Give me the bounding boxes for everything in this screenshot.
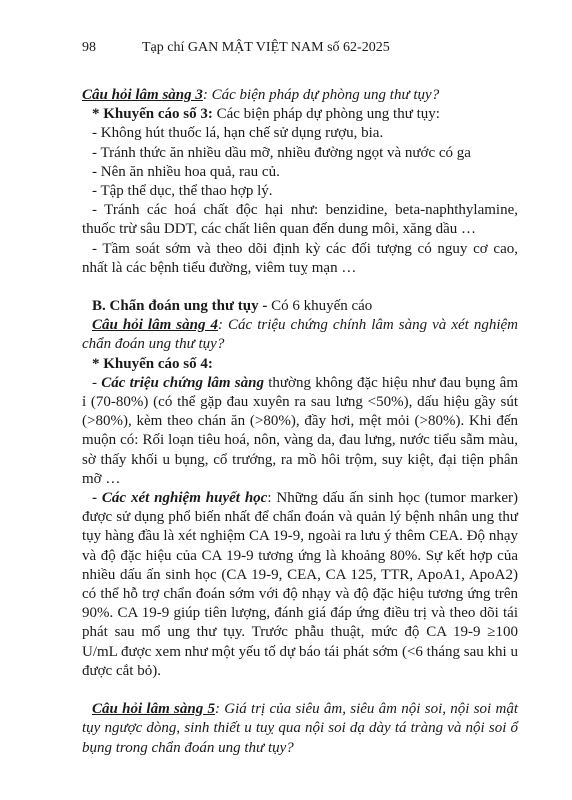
paragraph-lead: Các xét nghiệm huyết học [101,490,268,507]
recommendation-3-heading [82,105,518,124]
paragraph-lead: Các triệu chứng lâm sàng [101,374,264,391]
section-title: B. Chẩn đoán ung thư tụy - [92,298,272,315]
page-header [82,40,532,60]
journal-title: Tạp chí GAN MẬT VIỆT NAM số 62-2025 [142,40,390,55]
page-number: 98 [82,40,96,55]
section-b-heading [82,297,518,316]
clinical-question-3 [82,86,518,105]
list-item: - Không hút thuốc lá, hạn chế sử dụng rượu, bia. [92,125,384,142]
section-subtitle: Có 6 khuyến cáo [271,298,373,315]
list-item: - Tập thể dục, thể thao hợp lý. [92,183,273,200]
question-label: Câu hỏi lâm sàng 4 [92,317,218,334]
list-item: - Tránh thức ăn nhiều dầu mỡ, nhiều đường ngọt và nước có ga [92,144,471,161]
paragraph-text: thường không đặc hiệu như đau bụng âm ỉ (70-80%) (có thể gặp đau xuyên ra sau lưng <50%), dấu hiệu gầy sút (>80%), kèm theo chán ăn (>80%), đầy hơi, mệt mỏi (>80%). Khi đến muộn có: Rối loạn tiêu hoá, nôn, vàng da, đau lưng, nước tiểu sẫm màu, sờ thấy khối u bụng, cổ trướng, ra mồ hôi trộm, suy kiệt, đại tiện phân mỡ … [82,374,518,487]
question-label: Câu hỏi lâm sàng 3 [82,87,203,103]
question-text: : Giá trị của siêu âm, siêu âm nội soi, nội soi mật tụy ngược dòng, sinh thiết u tuỵ qua nội soi dạ dày tá tràng và nội soi ổ bụng trong chẩn đoán ung thư tụy? [82,701,518,756]
list-item: - Tránh các hoá chất độc hại như: benzidine, beta-naphthylamine, thuốc trừ sâu DDT, các chất liên quan đến dung môi, xăng dầu … [82,202,518,238]
recommendation-label: * Khuyến cáo số 3: [92,106,213,123]
clinical-question-4 [82,316,518,354]
recommendation-4-paragraph-1: - Các triệu chứng lâm sàng thường không đặc hiệu như đau bụng âm ỉ (70-80%) (có thể gặp đau xuyên ra sau lưng <50%), dấu hiệu gầy sút (>80%), kèm theo chán ăn (>80%), đầy hơi, mệt mỏi (>80%). Khi đến muộn có: Rối loạn tiêu hoá, nôn, vàng da, đau lưng, nước tiểu sẫm màu, sờ thấy khối u bụng, cổ trướng, ra mồ hôi trộm, suy kiệt, đại tiện phân mỡ … [82,374,518,487]
question-label: Câu hỏi lâm sàng 5 [92,701,215,718]
question-text: : Các triệu chứng chính lâm sàng và xét nghiệm chẩn đoán ung thư tụy? [82,317,518,353]
recommendation-intro: Các biện pháp dự phòng ung thư tụy: [212,106,440,123]
recommendation-4-paragraph-2: - Các xét nghiệm huyết học: Những dấu ấn sinh học (tumor marker) được sử dụng phổ biến nhất để chẩn đoán và quản lý bệnh nhân ung thư tụy hàng đầu là xét nghiệm CA 19-9, ngoài ra lưu ý thêm CEA. Độ nhạy và độ đặc hiệu của CA 19-9 tương ứng là khoảng 80%. Sự kết hợp của nhiều dấu ấn sinh học (CA 19-9, CEA, CA 125, TTR, ApoA1, ApoA2) có thể hỗ trợ chẩn đoán sớm với độ nhạy và độ đặc hiệu tương ứng trên 90%. CA 19-9 giúp tiên lượng, đánh giá đáp ứng điều trị và theo dõi tái phát sau mổ ung thư tụy. Trước phẫu thuật, mức độ CA 19-9 ≥100 U/mL được xem như một yếu tố dự báo tái phát sớm (<6 tháng sau khi u được cắt bỏ). [82,490,519,679]
clinical-question-5 [82,700,518,758]
recommendation-4-heading: * Khuyến cáo số 4: [92,355,213,372]
article-body [82,86,518,758]
list-item: - Tầm soát sớm và theo dõi định kỳ các đối tượng có nguy cơ cao, nhất là các bệnh tiểu đường, viêm tuỵ mạn … [82,240,518,276]
paragraph-text: : Những dấu ấn sinh học (tumor marker) được sử dụng phổ biến nhất để chẩn đoán và quản lý bệnh nhân ung thư tụy hàng đầu là xét nghiệm CA 19-9, ngoài ra lưu ý thêm CEA. Độ nhạy và độ đặc hiệu của CA 19-9 tương ứng là khoảng 80%. Sự kết hợp của nhiều dấu ấn sinh học (CA 19-9, CEA, CA 125, TTR, ApoA1, ApoA2) có thể hỗ trợ chẩn đoán sớm với độ nhạy và độ đặc hiệu tương ứng trên 90%. CA 19-9 giúp tiên lượng, đánh giá đáp ứng điều trị và theo dõi tái phát sau mổ ung thư tụy. Trước phẫu thuật, mức độ CA 19-9 ≥100 U/mL được xem như một yếu tố dự báo tái phát sớm (<6 tháng sau khi u được cắt bỏ). [82,490,519,679]
list-item: - Nên ăn nhiều hoa quả, rau củ. [92,163,280,180]
question-text: : Các biện pháp dự phòng ung thư tụy? [202,87,440,103]
